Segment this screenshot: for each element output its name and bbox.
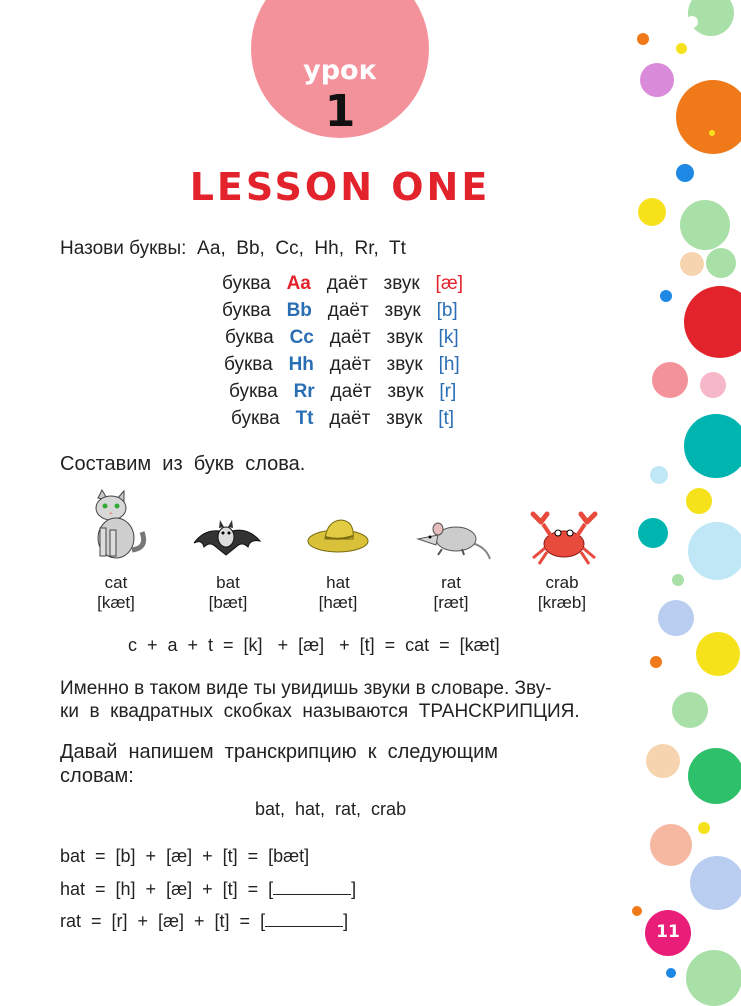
row-sound: [r] bbox=[439, 381, 457, 402]
decor-dot bbox=[686, 16, 698, 28]
decor-dot bbox=[672, 574, 684, 586]
task-words: bat, hat, rat, crab bbox=[255, 799, 407, 819]
picture-transcription: [ræt] bbox=[433, 593, 469, 612]
row-word-bukva: буква bbox=[224, 354, 273, 375]
name-letters-prompt: Назови буквы: Аа, Bb, Cc, Hh, Rr, Tt bbox=[60, 238, 406, 259]
decor-dot bbox=[684, 414, 741, 478]
picture-word: rat bbox=[441, 573, 461, 592]
decor-dot bbox=[698, 822, 710, 834]
decor-dot bbox=[676, 164, 694, 182]
compose-heading: Составим из букв слова. bbox=[60, 453, 306, 475]
decor-dot bbox=[666, 968, 676, 978]
formula: c + a + t = [k] + [æ] + [t] = cat = [kæt] bbox=[128, 635, 500, 655]
row-word-zvuk: звук bbox=[387, 381, 424, 402]
decor-dot bbox=[686, 950, 741, 1006]
decor-dot bbox=[637, 33, 649, 45]
row-sound: [b] bbox=[436, 300, 458, 321]
page-title: LESSON ONE bbox=[189, 165, 491, 209]
decor-dot bbox=[706, 248, 736, 278]
hat-icon bbox=[305, 515, 371, 557]
row-word-zvuk: звук bbox=[386, 327, 423, 348]
decor-dot bbox=[700, 372, 726, 398]
exercise-rat: rat = [r] + [æ] + [t] = [ ] bbox=[60, 911, 349, 931]
decor-dot bbox=[686, 488, 712, 514]
row-letter: Cc bbox=[289, 327, 314, 348]
letter-row bbox=[229, 381, 456, 403]
picture-transcription: [kæt] bbox=[97, 593, 135, 612]
task-line-2: словам: bbox=[60, 765, 134, 787]
bat-icon bbox=[192, 515, 262, 560]
decor-dot bbox=[660, 290, 672, 302]
row-word-bukva: буква bbox=[222, 300, 271, 321]
lesson-word: урок bbox=[303, 55, 377, 86]
picture-word: hat bbox=[326, 573, 350, 592]
decor-dot bbox=[690, 856, 741, 910]
answer-blank-rat[interactable] bbox=[265, 910, 343, 927]
crab-icon bbox=[527, 508, 601, 566]
row-word-daet: даёт bbox=[329, 327, 371, 348]
letter-row bbox=[225, 327, 459, 349]
cat-icon bbox=[80, 488, 152, 563]
decor-dot bbox=[638, 198, 666, 226]
decor-dot bbox=[680, 252, 704, 276]
paragraph-line-2: ки в квадратных скобках называются ТРАНСКРИПЦИЯ. bbox=[60, 701, 580, 722]
letter-row bbox=[222, 300, 458, 322]
decor-dot bbox=[676, 80, 741, 154]
row-word-daet: даёт bbox=[327, 300, 369, 321]
picture-transcription: [bæt] bbox=[208, 593, 248, 612]
decor-dot bbox=[640, 63, 674, 97]
picture-transcription: [hæt] bbox=[318, 593, 358, 612]
decor-dot bbox=[652, 362, 688, 398]
decor-dot bbox=[680, 200, 730, 250]
row-word-zvuk: звук bbox=[384, 300, 421, 321]
answer-blank-hat[interactable] bbox=[273, 878, 351, 895]
row-word-zvuk: звук bbox=[383, 273, 420, 294]
picture-word: bat bbox=[216, 573, 240, 592]
page-number: 11 bbox=[656, 922, 680, 942]
row-letter: Bb bbox=[286, 300, 312, 321]
lesson-number: 1 bbox=[324, 86, 356, 137]
decor-dot bbox=[688, 748, 741, 804]
row-word-bukva: буква bbox=[231, 408, 280, 429]
row-word-daet: даёт bbox=[326, 273, 368, 294]
row-word-bukva: буква bbox=[222, 273, 271, 294]
row-word-zvuk: звук bbox=[386, 354, 423, 375]
paragraph-line-1: Именно в таком виде ты увидишь звуки в словаре. Зву- bbox=[60, 678, 552, 699]
decor-dot bbox=[688, 522, 741, 580]
decor-dot bbox=[638, 518, 668, 548]
row-word-bukva: буква bbox=[229, 381, 278, 402]
picture-word: crab bbox=[545, 573, 579, 592]
letter-row bbox=[222, 273, 463, 295]
picture-word: cat bbox=[104, 573, 128, 592]
row-sound: [h] bbox=[438, 354, 460, 375]
decor-dot bbox=[632, 906, 642, 916]
decor-dot bbox=[650, 466, 668, 484]
exercise-bat: bat = [b] + [æ] + [t] = [bæt] bbox=[60, 846, 310, 866]
letter-row bbox=[224, 354, 460, 376]
row-sound: [æ] bbox=[435, 273, 463, 294]
row-word-daet: даёт bbox=[330, 381, 372, 402]
row-word-daet: даёт bbox=[329, 354, 371, 375]
decor-dot bbox=[650, 824, 692, 866]
row-sound: [t] bbox=[438, 408, 455, 429]
decor-dot bbox=[672, 692, 708, 728]
row-word-bukva: буква bbox=[225, 327, 274, 348]
decor-dot bbox=[684, 286, 741, 358]
row-letter: Tt bbox=[295, 408, 314, 429]
letter-row bbox=[231, 408, 454, 430]
row-word-daet: даёт bbox=[329, 408, 371, 429]
decor-dot bbox=[646, 744, 680, 778]
decor-dot bbox=[676, 43, 687, 54]
decor-dot bbox=[696, 632, 740, 676]
row-word-zvuk: звук bbox=[386, 408, 423, 429]
decor-dot bbox=[650, 656, 662, 668]
exercise-hat: hat = [h] + [æ] + [t] = [ ] bbox=[60, 879, 357, 899]
row-letter: Aa bbox=[286, 273, 311, 294]
decor-dot bbox=[658, 600, 694, 636]
decor-dot bbox=[709, 130, 715, 136]
rat-icon bbox=[412, 515, 492, 560]
row-sound: [k] bbox=[438, 327, 459, 348]
task-line-1: Давай напишем транскрипцию к следующим bbox=[60, 741, 499, 763]
picture-transcription: [kræb] bbox=[537, 593, 587, 612]
row-letter: Hh bbox=[288, 354, 314, 375]
row-letter: Rr bbox=[293, 381, 315, 402]
